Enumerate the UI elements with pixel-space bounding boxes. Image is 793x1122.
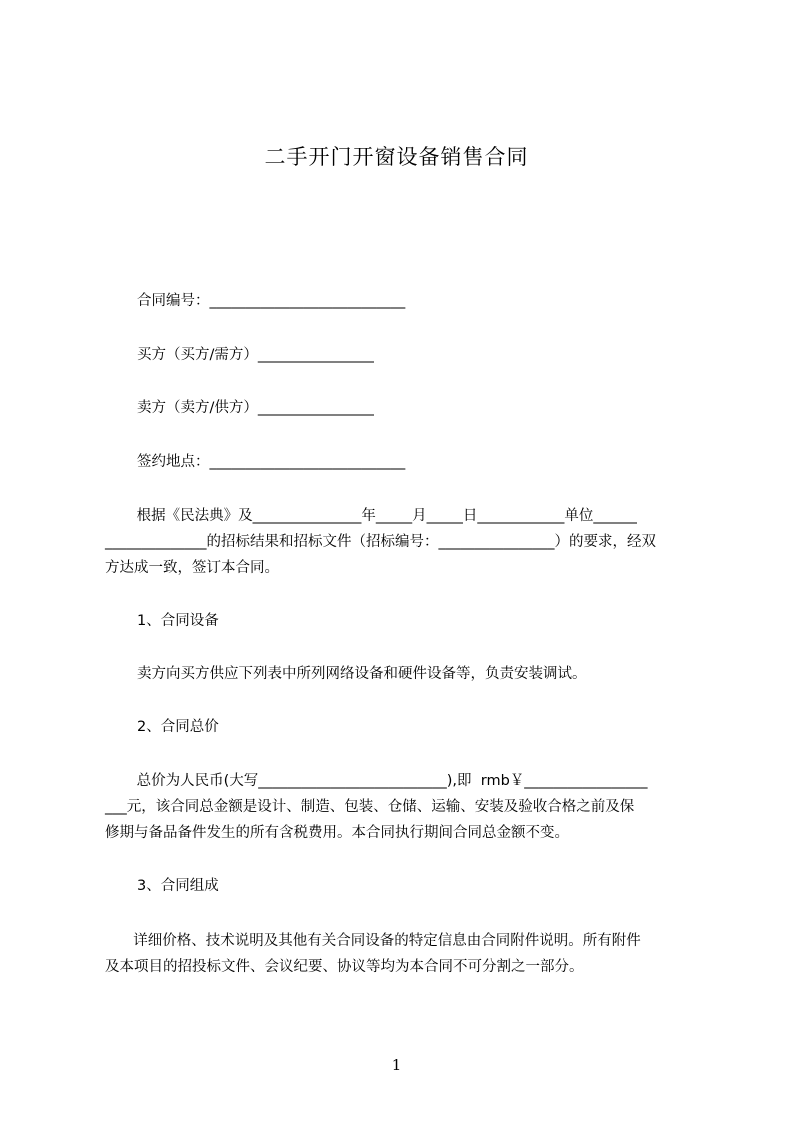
section-2-line-1: 总价为人民币(大写__________________________),即 rmb￥_________________ [132,773,648,789]
section-3-line-2: 及本项目的招投标文件、会议纪要、协议等均为本合同不可分割之一部分。 [105,959,584,975]
section-3-line-1: 详细价格、技术说明及其他有关合同设备的特定信息由合同附件说明。所有附件 [124,933,641,949]
section-2-paragraph [105,768,705,846]
seller-field: 卖方（卖方/供方）________________ [137,400,374,416]
signing-place-field: 签约地点：___________________________ [137,454,406,470]
section-3-heading: 3、合同组成 [137,878,219,894]
buyer-field: 买方（买方/需方）________________ [137,347,374,363]
section-1-body: 卖方向买方供应下列表中所列网络设备和硬件设备等，负责安装调试。 [137,666,587,682]
intro-line-3: 方达成一致，签订本合同。 [105,560,279,576]
section-2-line-3: 修期与备品备件发生的所有含税费用。本合同执行期间合同总金额不变。 [105,825,569,841]
section-2-heading: 2、合同总价 [137,719,219,735]
section-3-paragraph [105,928,705,980]
section-2-line-2: ___元，该合同总金额是设计、制造、包装、仓储、运输、安装及验收合格之前及保 [105,799,635,815]
intro-line-1: 根据《民法典》及_______________年_____月_____日____________单位______ [132,508,637,524]
intro-line-2: ______________的招标结果和招标文件（招标编号：________________）的要求，经双 [105,534,656,550]
intro-paragraph [105,503,705,581]
page-number: 1 [391,1056,402,1074]
document-title: 二手开门开窗设备销售合同 [264,145,529,169]
section-1-heading: 1、合同设备 [137,613,219,629]
contract-number-field: 合同编号：___________________________ [137,293,406,309]
